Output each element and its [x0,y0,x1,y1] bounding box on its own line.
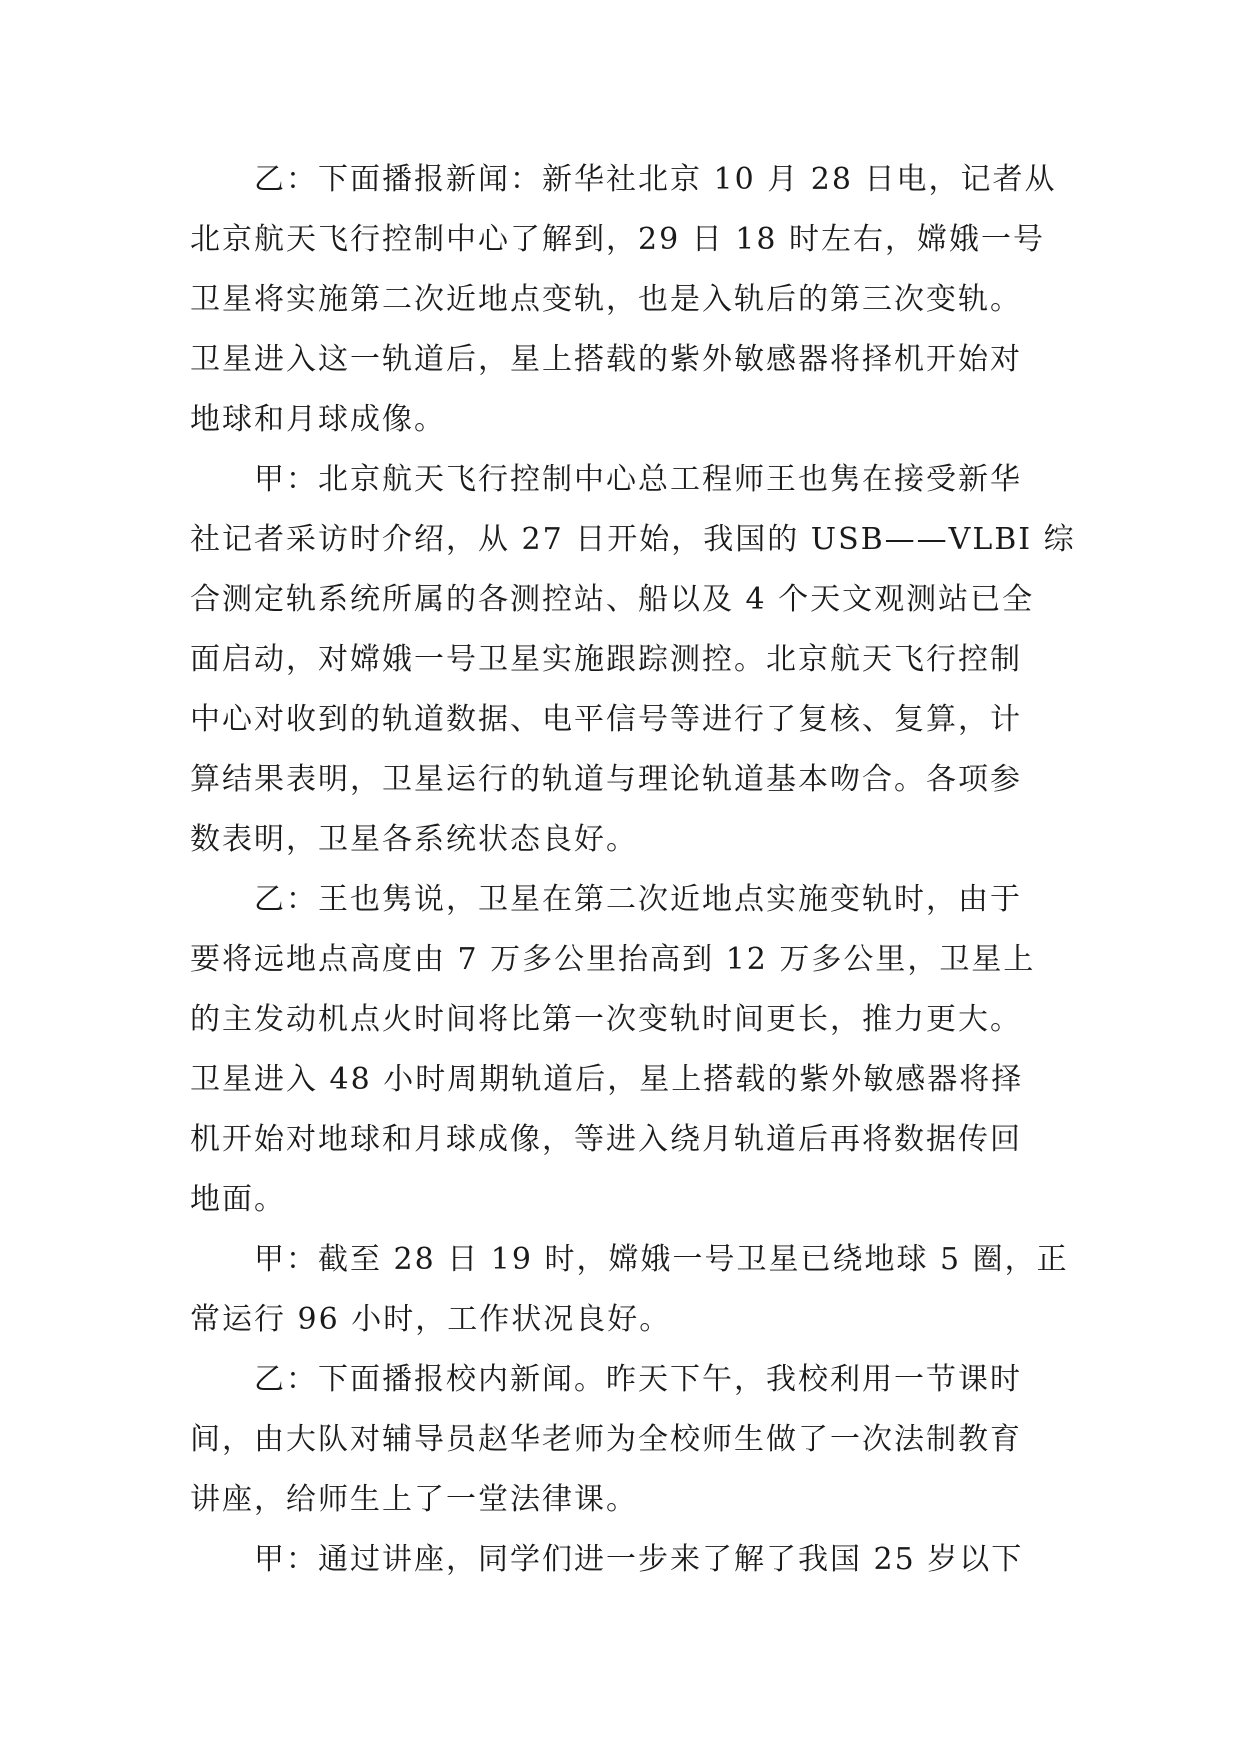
text-line: 乙：下面播报校内新闻。昨天下午，我校利用一节课时 [254,1362,1022,1397]
text-line: 要将远地点高度由 7 万多公里抬高到 12 万多公里，卫星上 [190,942,1036,977]
text-line: 乙：下面播报新闻：新华社北京 10 月 28 日电，记者从 [254,162,1057,197]
text-line: 面启动，对嫦娥一号卫星实施跟踪测控。北京航天飞行控制 [190,642,1022,677]
text-line: 算结果表明，卫星运行的轨道与理论轨道基本吻合。各项参 [190,762,1022,797]
document-body [190,150,1076,1590]
paragraph-news-intro [190,150,1057,450]
text-line: 卫星将实施第二次近地点变轨，也是入轨后的第三次变轨。 [190,282,1022,317]
text-line: 地面。 [190,1182,286,1217]
paragraph-tracking [190,450,1076,870]
text-line: 合测定轨系统所属的各测控站、船以及 4 个天文观测站已全 [190,582,1035,617]
text-line: 机开始对地球和月球成像，等进入绕月轨道后再将数据传回 [190,1122,1022,1157]
text-line: 北京航天飞行控制中心了解到，29 日 18 时左右，嫦娥一号 [190,222,1045,257]
text-line: 甲：截至 28 日 19 时，嫦娥一号卫星已绕地球 5 圈，正 [254,1242,1069,1277]
text-line: 的主发动机点火时间将比第一次变轨时间更长，推力更大。 [190,1002,1022,1037]
text-line: 乙：王也隽说，卫星在第二次近地点实施变轨时，由于 [254,882,1022,917]
text-line: 中心对收到的轨道数据、电平信号等进行了复核、复算，计 [190,702,1022,737]
text-line: 常运行 96 小时，工作状况良好。 [190,1302,672,1337]
text-line: 间，由大队对辅导员赵华老师为全校师生做了一次法制教育 [190,1422,1022,1457]
paragraph-orbit-change [190,870,1052,1230]
paragraph-school-news [190,1350,1052,1530]
text-line: 甲：通过讲座，同学们进一步来了解了我国 25 岁以下 [254,1542,1024,1577]
paragraph-lecture [190,1530,1052,1590]
text-line: 卫星进入 48 小时周期轨道后，星上搭载的紫外敏感器将择 [190,1062,1024,1097]
text-line: 数表明，卫星各系统状态良好。 [190,822,638,857]
paragraph-status [190,1230,1069,1350]
text-line: 讲座，给师生上了一堂法律课。 [190,1482,638,1517]
text-line: 社记者采访时介绍，从 27 日开始，我国的 USB——VLBI 综 [190,522,1076,557]
text-line: 卫星进入这一轨道后，星上搭载的紫外敏感器将择机开始对 [190,342,1022,377]
text-line: 甲：北京航天飞行控制中心总工程师王也隽在接受新华 [254,462,1022,497]
text-line: 地球和月球成像。 [190,402,446,437]
